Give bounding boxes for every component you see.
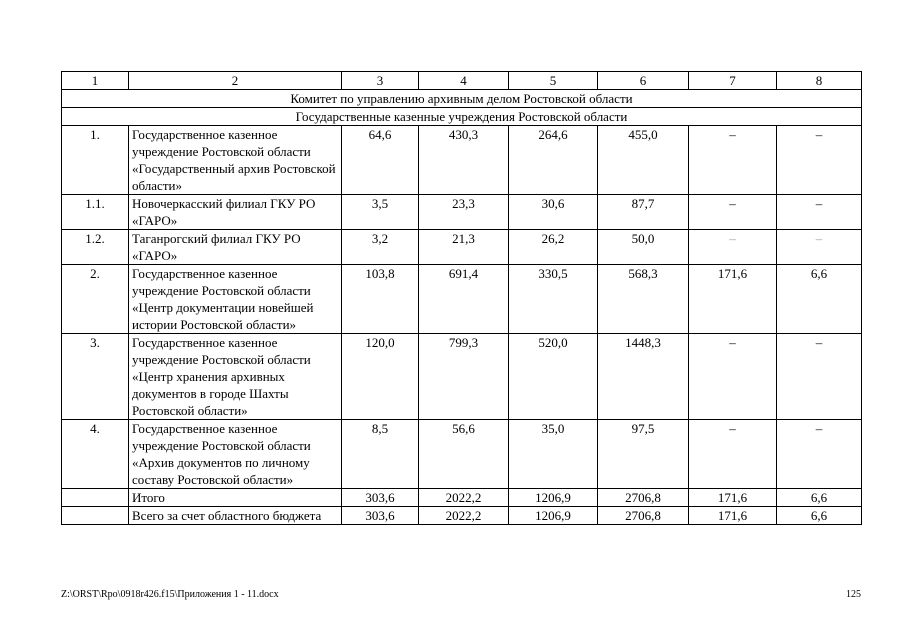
cell-col6: 1448,3	[598, 334, 689, 420]
cell-col4: 21,3	[419, 230, 509, 265]
grand-total-label: Всего за счет областного бюджета	[129, 507, 342, 525]
column-header: 1	[62, 72, 129, 90]
grand-total-col8: 6,6	[777, 507, 862, 525]
table-row	[62, 126, 862, 195]
column-header: 2	[129, 72, 342, 90]
cell-col4: 691,4	[419, 265, 509, 334]
cell-col7: –	[689, 230, 777, 265]
cell-col3: 103,8	[342, 265, 419, 334]
cell-col8: –	[777, 195, 862, 230]
column-header: 8	[777, 72, 862, 90]
grand-total-number-cell	[62, 507, 129, 525]
institution-name: Государственное казенное учреждение Ростовской области «Центр документации новейшей истории Ростовской области»	[129, 265, 342, 334]
total-col4: 2022,2	[419, 489, 509, 507]
data-table	[61, 71, 862, 525]
cell-col7: –	[689, 195, 777, 230]
total-label: Итого	[129, 489, 342, 507]
column-header: 7	[689, 72, 777, 90]
row-number: 1.	[62, 126, 129, 195]
cell-col4: 799,3	[419, 334, 509, 420]
cell-col8: 6,6	[777, 265, 862, 334]
table-row	[62, 420, 862, 489]
cell-col7: 171,6	[689, 265, 777, 334]
cell-col8: –	[777, 420, 862, 489]
grand-total-col4: 2022,2	[419, 507, 509, 525]
total-col3: 303,6	[342, 489, 419, 507]
table-header-row	[62, 72, 862, 90]
cell-col6: 455,0	[598, 126, 689, 195]
total-col8: 6,6	[777, 489, 862, 507]
institution-name: Государственное казенное учреждение Ростовской области «Центр хранения архивных документов в городе Шахты Ростовской области»	[129, 334, 342, 420]
row-number: 3.	[62, 334, 129, 420]
cell-col5: 264,6	[509, 126, 598, 195]
cell-col5: 30,6	[509, 195, 598, 230]
cell-col4: 56,6	[419, 420, 509, 489]
column-header: 3	[342, 72, 419, 90]
grand-total-col6: 2706,8	[598, 507, 689, 525]
column-header: 5	[509, 72, 598, 90]
grand-total-row	[62, 507, 862, 525]
table-row	[62, 230, 862, 265]
grand-total-col3: 303,6	[342, 507, 419, 525]
cell-col8: –	[777, 230, 862, 265]
row-number: 4.	[62, 420, 129, 489]
cell-col5: 26,2	[509, 230, 598, 265]
table-row	[62, 334, 862, 420]
cell-col4: 430,3	[419, 126, 509, 195]
cell-col7: –	[689, 334, 777, 420]
cell-col6: 50,0	[598, 230, 689, 265]
institution-name: Таганрогский филиал ГКУ РО «ГАРО»	[129, 230, 342, 265]
total-col6: 2706,8	[598, 489, 689, 507]
cell-col6: 97,5	[598, 420, 689, 489]
cell-col7: –	[689, 126, 777, 195]
row-number: 2.	[62, 265, 129, 334]
cell-col6: 568,3	[598, 265, 689, 334]
cell-col8: –	[777, 334, 862, 420]
section-title-institutions: Государственные казенные учреждения Ростовской области	[62, 108, 862, 126]
total-number-cell	[62, 489, 129, 507]
cell-col3: 64,6	[342, 126, 419, 195]
institution-name: Новочеркасский филиал ГКУ РО «ГАРО»	[129, 195, 342, 230]
cell-col5: 330,5	[509, 265, 598, 334]
page-number: 125	[846, 589, 861, 600]
table-row	[62, 265, 862, 334]
column-header: 6	[598, 72, 689, 90]
row-number: 1.2.	[62, 230, 129, 265]
section-row-committee	[62, 90, 862, 108]
cell-col4: 23,3	[419, 195, 509, 230]
cell-col3: 120,0	[342, 334, 419, 420]
footer-file-path: Z:\ORST\Rpo\0918r426.f15\Приложения 1 - 11.docx	[61, 589, 279, 600]
grand-total-col7: 171,6	[689, 507, 777, 525]
cell-col3: 3,2	[342, 230, 419, 265]
grand-total-col5: 1206,9	[509, 507, 598, 525]
cell-col7: –	[689, 420, 777, 489]
cell-col5: 520,0	[509, 334, 598, 420]
total-col7: 171,6	[689, 489, 777, 507]
section-row-institutions	[62, 108, 862, 126]
cell-col5: 35,0	[509, 420, 598, 489]
cell-col6: 87,7	[598, 195, 689, 230]
cell-col3: 8,5	[342, 420, 419, 489]
cell-col3: 3,5	[342, 195, 419, 230]
row-number: 1.1.	[62, 195, 129, 230]
institution-name: Государственное казенное учреждение Ростовской области «Государственный архив Ростовской области»	[129, 126, 342, 195]
cell-col8: –	[777, 126, 862, 195]
table-row	[62, 195, 862, 230]
column-header: 4	[419, 72, 509, 90]
section-title-committee: Комитет по управлению архивным делом Ростовской области	[62, 90, 862, 108]
institution-name: Государственное казенное учреждение Ростовской области «Архив документов по личному составу Ростовской области»	[129, 420, 342, 489]
total-row	[62, 489, 862, 507]
total-col5: 1206,9	[509, 489, 598, 507]
